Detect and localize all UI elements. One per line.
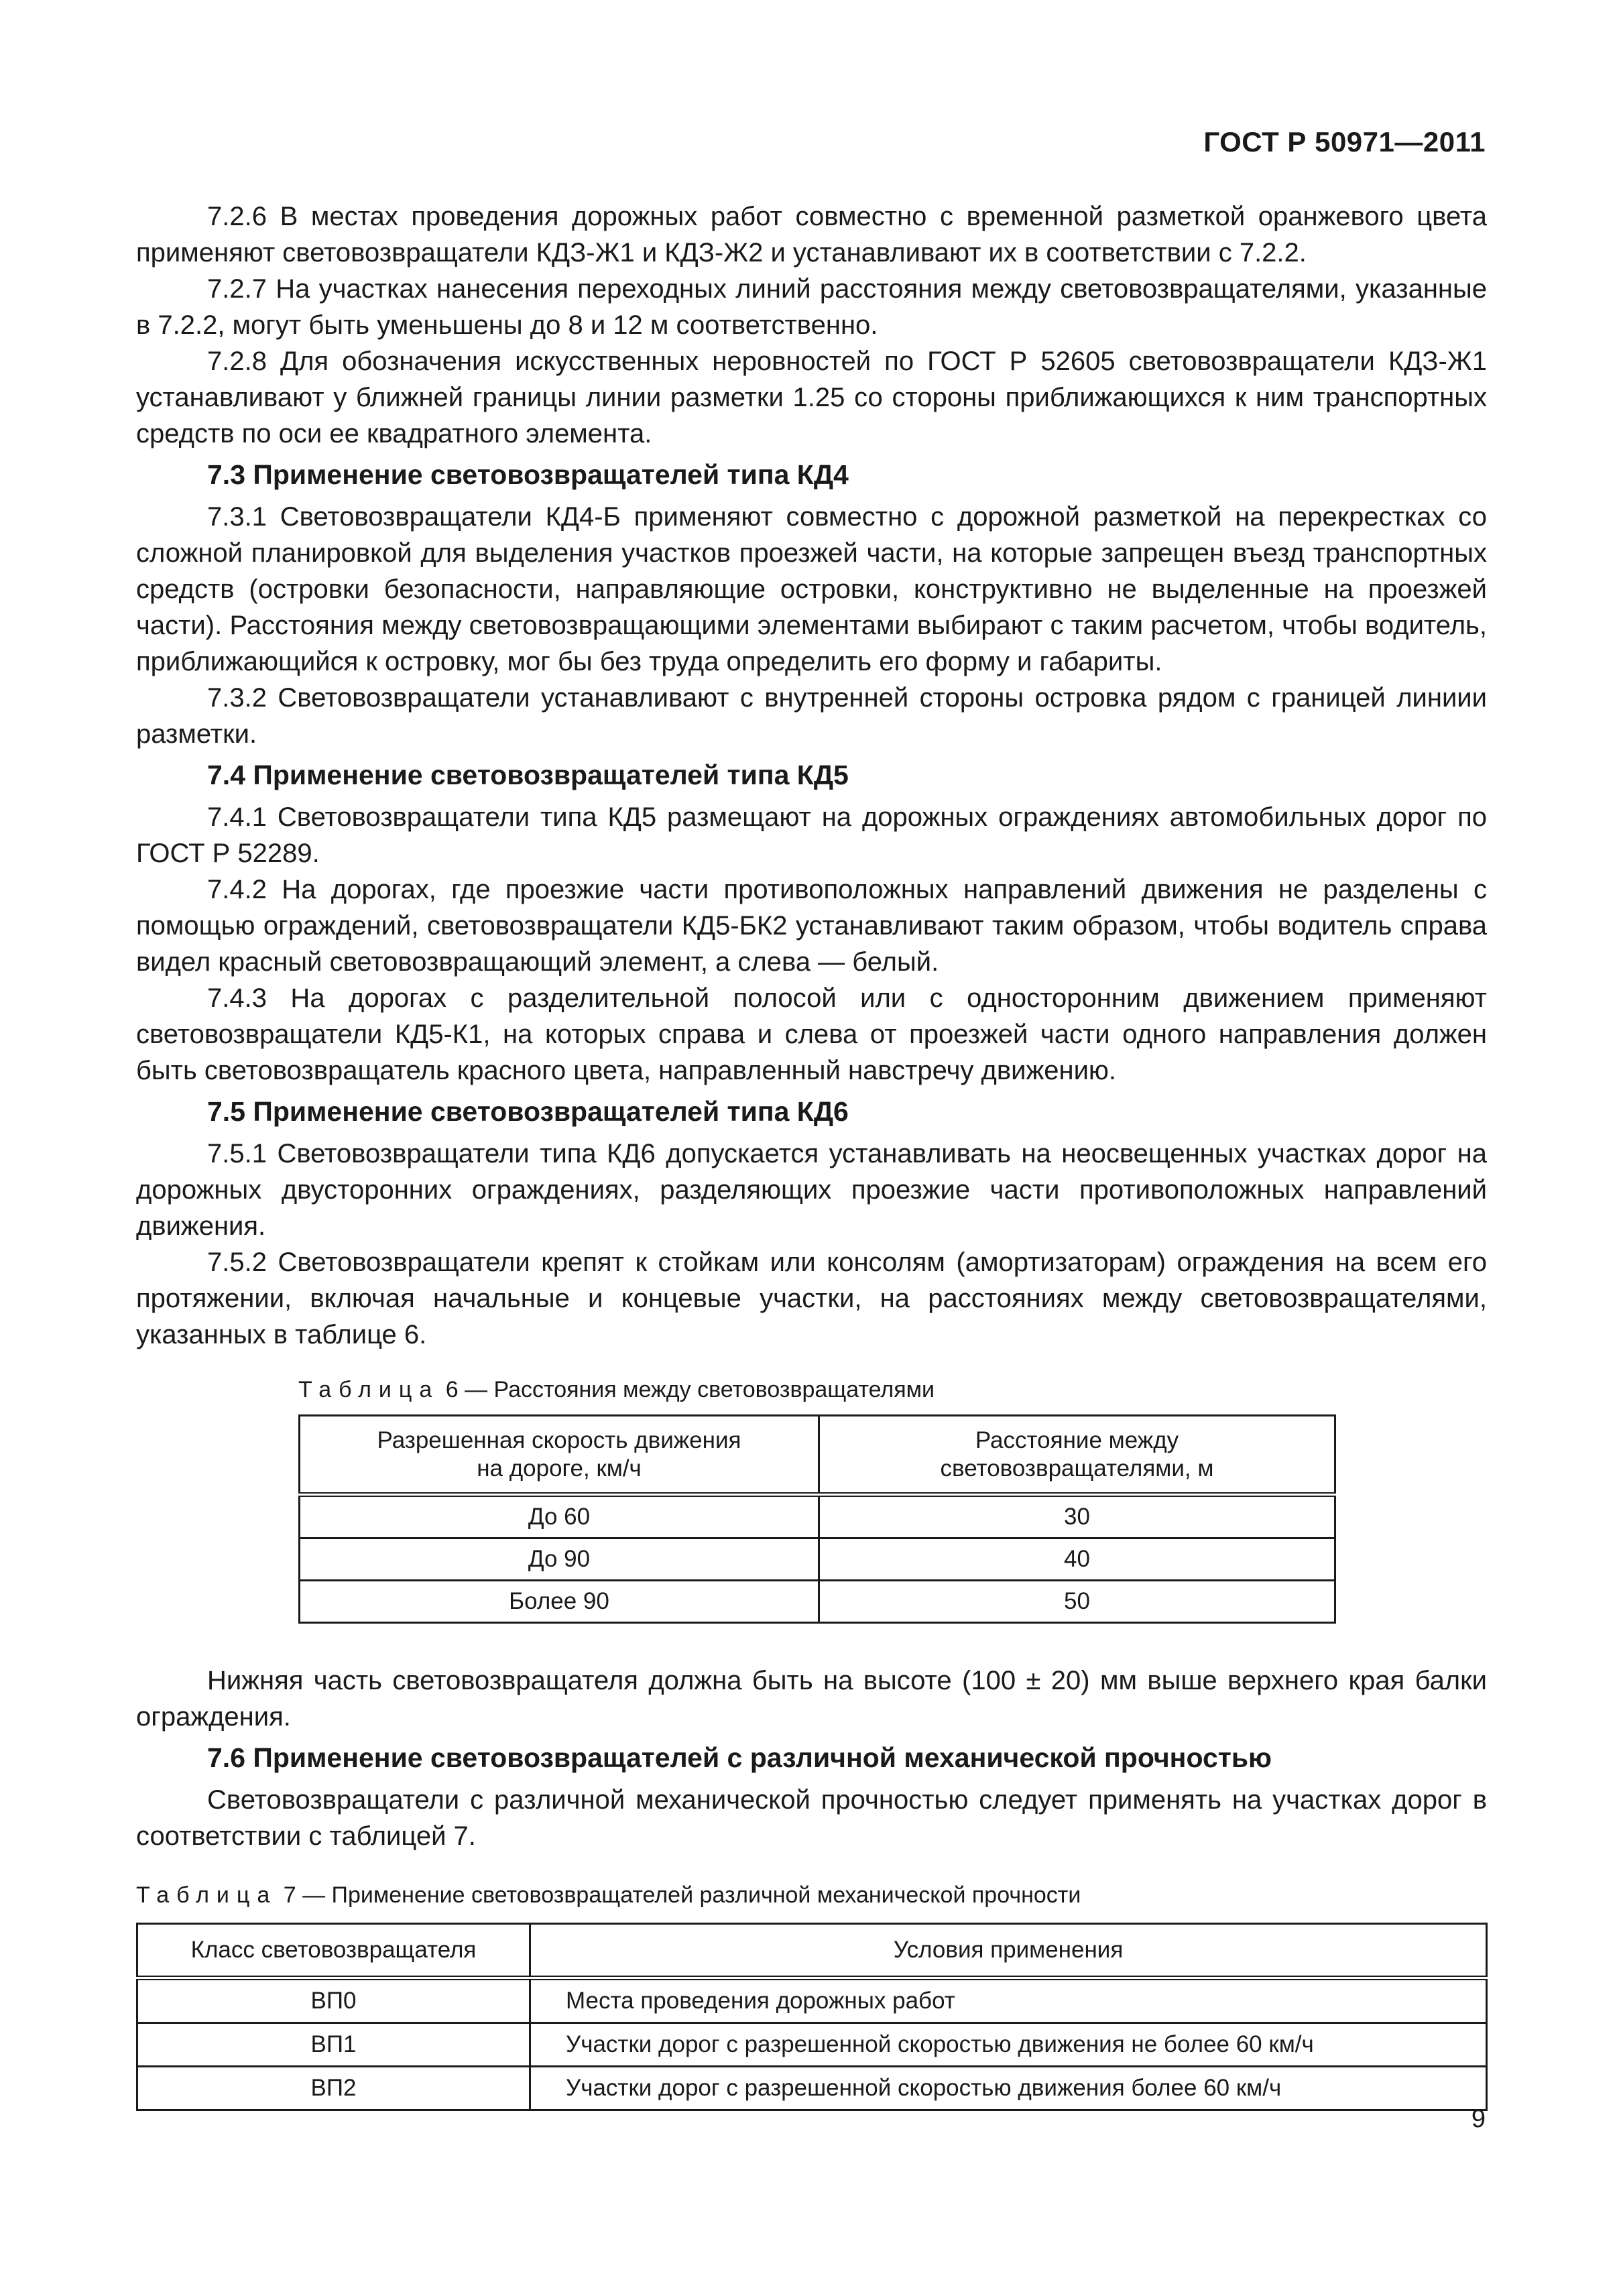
table6-header-speed-line1: Разрешенная скорость движения <box>377 1427 741 1453</box>
table7-header-class: Класс световозвращателя <box>137 1924 530 1978</box>
paragraph-7-3-1: 7.3.1 Световозвращатели КД4-Б применяют совместно с дорожной разметкой на перекрестках со сложной планировкой для выделения участков проезжей части, на которые запрещен въезд транспортных средств (островки безопасности, направляющие островки, конструктивно не выделенные на проезжей части). Расстояния между световозвращающими элементами выбирают с таким расчетом, чтобы водитель, приближающийся к островку, мог бы без труда определить его форму и габариты. <box>136 502 1487 676</box>
table6-header-row <box>300 1416 1335 1495</box>
table6-header-speed-line2: на дороге, км/ч <box>477 1455 642 1482</box>
table6-header-distance-line2: световозвращателями, м <box>940 1455 1214 1482</box>
paragraph-7-4-2: 7.4.2 На дорогах, где проезжие части противоположных направлений движения не разделены с помощью ограждений, световозвращатели КД5-БК2 устанавливают таким образом, чтобы водитель справа видел красный световозвращающий элемент, а слева — белый. <box>136 875 1487 977</box>
table7-cell-class: ВП2 <box>137 2067 530 2110</box>
document-body <box>136 198 1487 2111</box>
page-number: 9 <box>1471 2105 1486 2133</box>
paragraph-7-4-1: 7.4.1 Световозвращатели типа КД5 размещают на дорожных ограждениях автомобильных дорог по ГОСТ Р 52289. <box>136 802 1487 868</box>
table-row <box>137 1978 1487 2023</box>
table6-header-distance-line1: Расстояние между <box>975 1427 1179 1453</box>
paragraph-7-2-8: 7.2.8 Для обозначения искусственных неровностей по ГОСТ Р 52605 световозвращатели КДЗ-Ж1 устанавливают у ближней границы линии разметки 1.25 со стороны приближающихся к ним транспортных средств по оси ее квадратного элемента. <box>136 347 1487 448</box>
table6-caption-text: 6 — Расстояния между световозвращателями <box>439 1377 935 1402</box>
table6-caption <box>298 1376 1487 1404</box>
table6-cell-distance: 50 <box>819 1581 1335 1623</box>
section-heading-7-3: 7.3 Применение световозвращателей типа КД4 <box>207 459 849 490</box>
paragraph-7-2-6: 7.2.6 В местах проведения дорожных работ совместно с временной разметкой оранжевого цвета применяют световозвращатели КДЗ-Ж1 и КДЗ-Ж2 и устанавливают их в соответствии с 7.2.2. <box>136 202 1487 267</box>
table7-caption <box>136 1881 1487 1909</box>
table6-cell-speed: До 60 <box>300 1495 819 1538</box>
document-header: ГОСТ Р 50971—2011 <box>1203 126 1486 158</box>
table7-header-condition: Условия применения <box>530 1924 1487 1978</box>
table-7 <box>136 1923 1488 2111</box>
table-6 <box>298 1414 1336 1624</box>
table6-cell-distance: 40 <box>819 1538 1335 1581</box>
section-heading-7-4: 7.4 Применение световозвращателей типа КД5 <box>207 760 849 790</box>
table6-cell-speed: Более 90 <box>300 1581 819 1623</box>
paragraph-7-5-2: 7.5.2 Световозвращатели крепят к стойкам или консолям (амортизаторам) ограждения на всем его протяжении, включая начальные и концевые участки, на расстояниях между световозвращателями, указанных в таблице 6. <box>136 1248 1487 1349</box>
table-row <box>300 1495 1335 1538</box>
table7-cell-class: ВП0 <box>137 1978 530 2023</box>
table7-caption-label: Таблица <box>136 1882 278 1908</box>
table7-header-row <box>137 1924 1487 1978</box>
paragraph-after-table6: Нижняя часть световозвращателя должна быть на высоте (100 ± 20) мм выше верхнего края балки ограждения. <box>136 1666 1487 1732</box>
section-heading-7-6: 7.6 Применение световозвращателей с различной механической прочностью <box>207 1742 1272 1773</box>
paragraph-7-5-1: 7.5.1 Световозвращатели типа КД6 допускается устанавливать на неосвещенных участках дорог на дорожных двусторонних ограждениях, разделяющих проезжие части противоположных направлений движения. <box>136 1139 1487 1241</box>
table7-cell-condition: Места проведения дорожных работ <box>530 1978 1487 2023</box>
table-row <box>300 1538 1335 1581</box>
table-row <box>137 2023 1487 2067</box>
paragraph-7-3-2: 7.3.2 Световозвращатели устанавливают с внутренней стороны островка рядом с границей линиии разметки. <box>136 683 1487 749</box>
table-row <box>137 2067 1487 2110</box>
table7-cell-class: ВП1 <box>137 2023 530 2067</box>
table-row <box>300 1581 1335 1623</box>
table6-caption-label: Таблица <box>298 1377 440 1402</box>
table7-caption-text: 7 — Применение световозвращателей различной механической прочности <box>277 1882 1081 1908</box>
paragraph-7-4-3: 7.4.3 На дорогах с разделительной полосой или с односторонним движением применяют световозвращатели КД5-К1, на которых справа и слева от проезжей части одного направления должен быть световозвращатель красного цвета, направленный навстречу движению. <box>136 983 1487 1085</box>
table7-cell-condition: Участки дорог с разрешенной скоростью движения не более 60 км/ч <box>530 2023 1487 2067</box>
table7-cell-condition: Участки дорог с разрешенной скоростью движения более 60 км/ч <box>530 2067 1487 2110</box>
section-heading-7-5: 7.5 Применение световозвращателей типа КД6 <box>207 1096 849 1127</box>
table6-header-distance <box>819 1416 1335 1495</box>
table6-cell-distance: 30 <box>819 1495 1335 1538</box>
table6-header-speed <box>300 1416 819 1495</box>
paragraph-7-2-7: 7.2.7 На участках нанесения переходных линий расстояния между световозвращателями, указанные в 7.2.2, могут быть уменьшены до 8 и 12 м соответственно. <box>136 274 1487 340</box>
table6-cell-speed: До 90 <box>300 1538 819 1581</box>
paragraph-7-6: Световозвращатели с различной механической прочностью следует применять на участках дорог в соответствии с таблицей 7. <box>136 1785 1487 1851</box>
